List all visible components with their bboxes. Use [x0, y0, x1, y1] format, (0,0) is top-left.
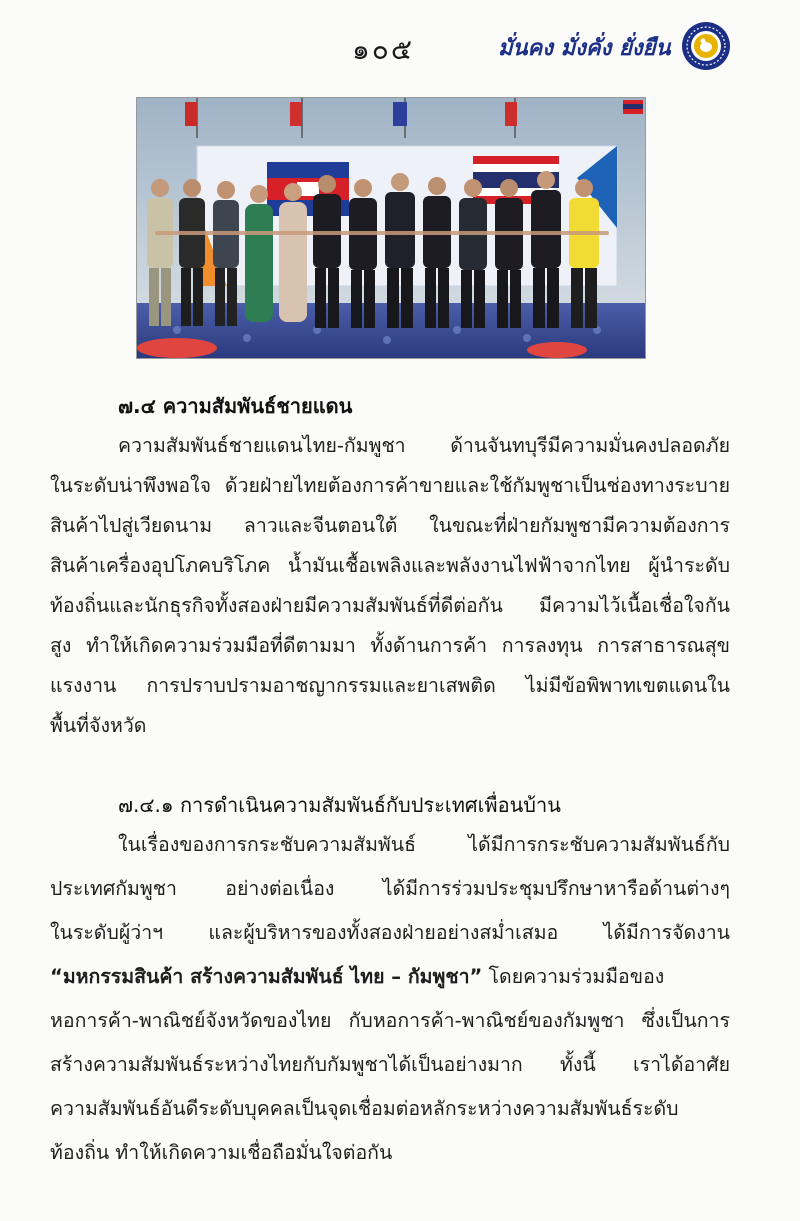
paragraph-line: ในเรื่องของการกระชับความสัมพันธ์ ได้มีการกระชับความสัมพันธ์กับ — [118, 833, 730, 856]
paragraph-line: ความสัมพันธ์อันดีระดับบุคคลเป็นจุดเชื่อมต่อหลักระหว่างความสัมพันธ์ระดับ — [50, 1097, 679, 1120]
provincial-emblem-icon — [681, 21, 731, 71]
paragraph-line — [50, 961, 730, 992]
paragraph-line: ในระดับน่าพึงพอใจ ด้วยฝ่ายไทยต้องการค้าขายและใช้กัมพูชาเป็นช่องทางระบาย — [50, 474, 730, 497]
paragraph-line: สร้างความสัมพันธ์ระหว่างไทยกับกัมพูชาได้เป็นอย่างมาก ทั้งนี้ เราได้อาศัย — [50, 1053, 730, 1076]
paragraph-line: ท้องถิ่นและนักธุรกิจทั้งสองฝ่ายมีความสัมพันธ์ที่ดีต่อกัน มีความไว้เนื้อเชื่อใจกัน — [50, 594, 730, 617]
paragraph-line: ความสัมพันธ์ชายแดนไทย-กัมพูชา ด้านจันทบุรีมีความมั่นคงปลอดภัย — [118, 434, 730, 457]
header-motto: มั่นคง มั่งคั่ง ยั่งยืน — [498, 36, 671, 61]
subsection-heading: ๗.๔.๑ การดำเนินความสัมพันธ์กับประเทศเพื่อนบ้าน — [118, 793, 561, 817]
paragraph-line: พื้นที่จังหวัด — [50, 714, 147, 737]
paragraph-line: ท้องถิ่น ทำให้เกิดความเชื่อถือมั่นใจต่อกัน — [50, 1141, 393, 1164]
ceremony-photo — [136, 97, 646, 359]
paragraph-line: แรงงาน การปราบปรามอาชญากรรมและยาเสพติด ไม่มีข้อพิพาทเขตแดนใน — [50, 674, 730, 697]
section-heading: ๗.๔ ความสัมพันธ์ชายแดน — [118, 394, 353, 418]
page-number: ๑๐๕ — [352, 33, 415, 66]
paragraph-line: หอการค้า-พาณิชย์จังหวัดของไทย กับหอการค้า-พาณิชย์ของกัมพูชา ซึ่งเป็นการ — [50, 1009, 730, 1032]
paragraph-line: ประเทศกัมพูชา อย่างต่อเนื่อง ได้มีการร่วมประชุมปรึกษาหารือด้านต่างๆ — [50, 877, 730, 900]
paragraph-line: สินค้าเครื่องอุปโภคบริโภค น้ำมันเชื้อเพลิงและพลังงานไฟฟ้าจากไทย ผู้นำระดับ — [50, 554, 730, 577]
paragraph-line: ในระดับผู้ว่าฯ และผู้บริหารของทั้งสองฝ่ายอย่างสม่ำเสมอ ได้มีการจัดงาน — [50, 921, 730, 944]
event-name: “มหกรรมสินค้า สร้างความสัมพันธ์ ไทย – กัมพูชา” — [50, 965, 483, 988]
paragraph-line: สินค้าไปสู่เวียดนาม ลาวและจีนตอนใต้ ในขณะที่ฝ่ายกัมพูชามีความต้องการ — [50, 514, 730, 537]
paragraph-line: สูง ทำให้เกิดความร่วมมือที่ดีตามมา ทั้งด้านการค้า การลงทุน การสาธารณสุข — [50, 634, 730, 657]
paragraph-text: โดยความร่วมมือของ — [482, 965, 665, 988]
